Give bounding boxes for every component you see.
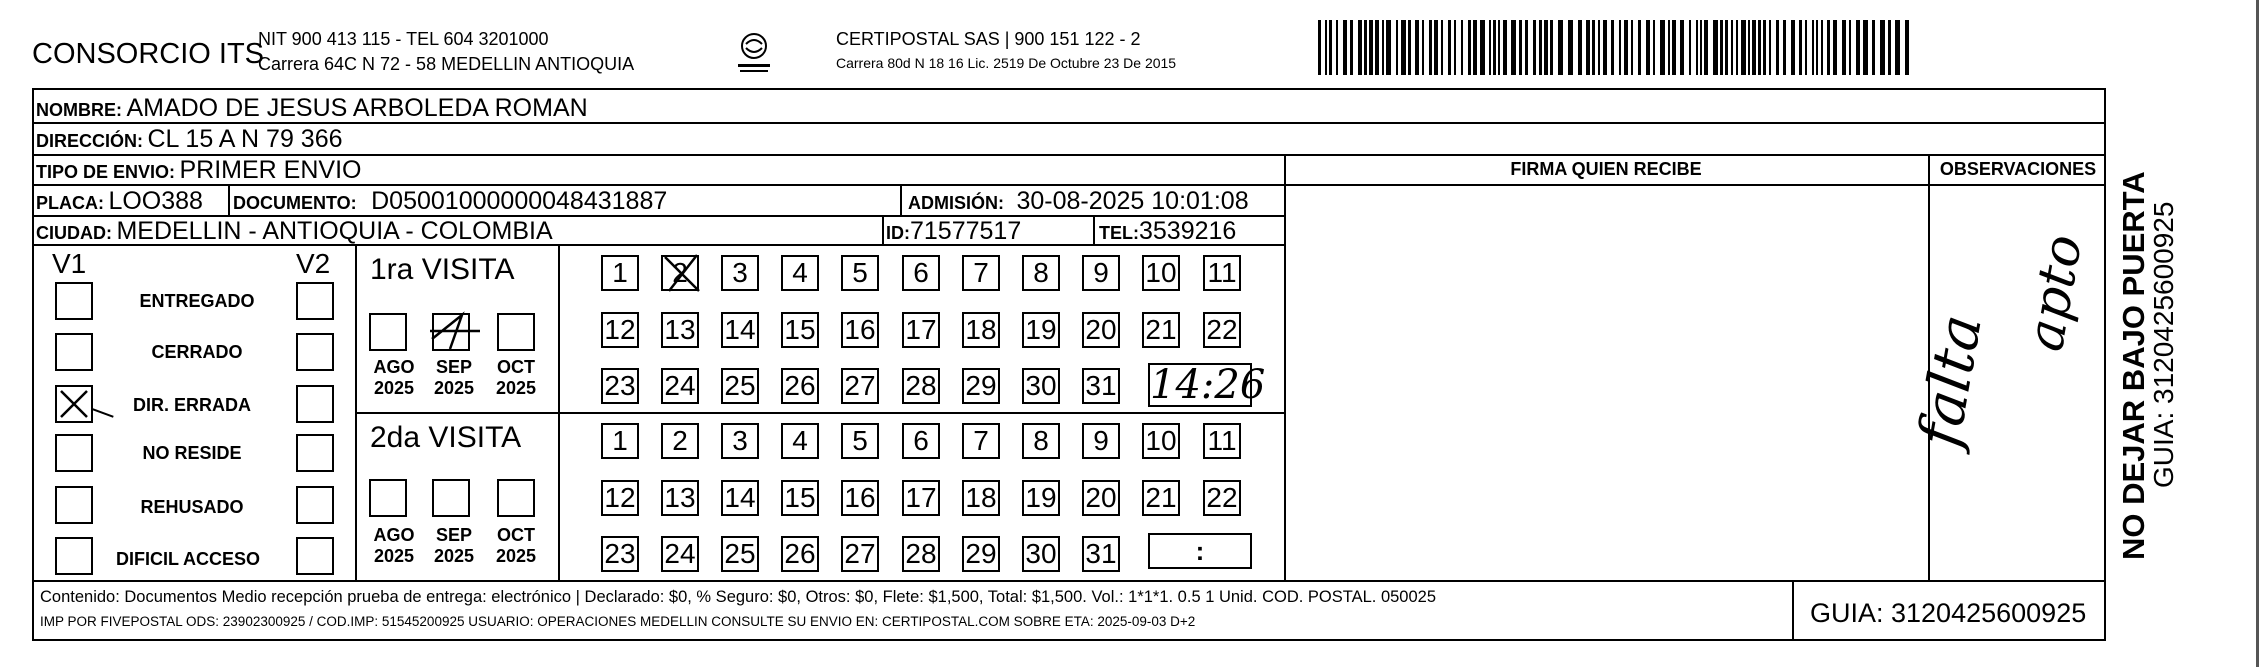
visit2-month-ago[interactable]	[369, 479, 407, 517]
visit1-day-27[interactable]: 27	[841, 368, 879, 404]
visit2-day-11[interactable]: 11	[1203, 423, 1241, 459]
visit1-month-ago-label: AGO 2025	[373, 357, 415, 398]
visit1-day-7[interactable]: 7	[962, 255, 1000, 291]
ciudad-label: CIUDAD:	[36, 223, 112, 243]
v2-checkbox-entregado[interactable]	[296, 282, 334, 320]
edge-line	[2256, 0, 2259, 667]
v1-label: V1	[52, 248, 87, 279]
company-address: Carrera 64C N 72 - 58 MEDELLIN ANTIOQUIA	[258, 54, 635, 74]
ciudad-value: MEDELLIN - ANTIOQUIA - COLOMBIA	[116, 217, 553, 245]
status-entregado: ENTREGADO	[139, 291, 255, 311]
visit1-day-13[interactable]: 13	[661, 312, 699, 348]
status-cerrado: CERRADO	[151, 342, 243, 362]
direccion-label: DIRECCIÓN:	[36, 131, 143, 151]
visit1-day-31[interactable]: 31	[1082, 368, 1120, 404]
visit1-day-15[interactable]: 15	[781, 312, 819, 348]
visit2-month-oct[interactable]	[497, 479, 535, 517]
ciudad-row	[36, 219, 553, 244]
visit1-month-oct[interactable]	[497, 313, 535, 351]
visit2-day-15[interactable]: 15	[781, 480, 819, 516]
nombre-value: AMADO DE JESUS ARBOLEDA ROMAN	[126, 94, 588, 122]
visit1-day-20[interactable]: 20	[1082, 312, 1120, 348]
visit2-day-16[interactable]: 16	[841, 480, 879, 516]
tel-value: 3539216	[1139, 217, 1237, 245]
visit1-month-sep-label: SEP 2025	[433, 357, 475, 398]
nombre-row	[36, 96, 588, 121]
tel-label: TEL:	[1099, 223, 1139, 243]
v1-checkbox-no-reside[interactable]	[55, 434, 93, 472]
check-mark-icon	[422, 309, 482, 349]
observaciones-header: OBSERVACIONES	[1939, 159, 2097, 179]
visit1-day-1[interactable]: 1	[601, 255, 639, 291]
certipostal-info: CERTIPOSTAL SAS | 900 151 122 - 2	[836, 29, 1141, 49]
placa-value: LOO388	[108, 187, 203, 215]
footer-content: Contenido: Documentos Medio recepción prueba de entrega: electrónico | Declarado: $0, % Seguro: $0, Otros: $0, Flete: $1,500, Total: $1,500. Vol.: 1*1*1. 0.5 1 Unid. COD. POSTAL. 050025	[40, 588, 1437, 606]
company-nit: NIT 900 413 115 - TEL 604 3201000	[258, 29, 549, 49]
visit1-day-8[interactable]: 8	[1022, 255, 1060, 291]
tel-row	[1099, 219, 1236, 244]
visit1-day-25[interactable]: 25	[721, 368, 759, 404]
visit1-title: 1ra VISITA	[370, 253, 515, 286]
visit1-day-29[interactable]: 29	[962, 368, 1000, 404]
status-dir-errada: DIR. ERRADA	[132, 395, 251, 415]
visit1-month-ago[interactable]	[369, 313, 407, 351]
row-line	[32, 580, 2106, 582]
placa-row	[36, 189, 203, 214]
visit2-day-21[interactable]: 21	[1142, 480, 1180, 516]
side-guia: GUIA: 3120425600925	[2148, 201, 2179, 488]
visit1-day-label: 2	[672, 257, 688, 288]
visit2-day-10[interactable]: 10	[1142, 423, 1180, 459]
visit1-day-19[interactable]: 19	[1022, 312, 1060, 348]
visit2-day-30[interactable]: 30	[1022, 536, 1060, 572]
visit2-day-5[interactable]: 5	[841, 423, 879, 459]
certipostal-license: Carrera 80d N 18 16 Lic. 2519 De Octubre 23 De 2015	[836, 55, 1177, 71]
visit1-month-oct-label: OCT 2025	[495, 357, 537, 398]
visit2-day-28[interactable]: 28	[902, 536, 940, 572]
side-title: NO DEJAR BAJO PUERTA	[2116, 171, 2151, 560]
visit1-day-14[interactable]: 14	[721, 312, 759, 348]
visit2-day-4[interactable]: 4	[781, 423, 819, 459]
visit2-day-17[interactable]: 17	[902, 480, 940, 516]
visit1-day-24[interactable]: 24	[661, 368, 699, 404]
col-line	[1284, 154, 1286, 580]
col-line	[228, 184, 230, 215]
visit2-day-29[interactable]: 29	[962, 536, 1000, 572]
v2-label: V2	[296, 248, 331, 279]
visit1-day-6[interactable]: 6	[902, 255, 940, 291]
visit2-month-sep-label: SEP 2025	[433, 525, 475, 566]
col-line	[1093, 215, 1095, 244]
direccion-row	[36, 127, 343, 152]
checkmark-x-icon	[57, 387, 91, 421]
visit2-day-3[interactable]: 3	[721, 423, 759, 459]
observacion-handwritten-1: falta	[1905, 309, 1995, 452]
visit1-day-3[interactable]: 3	[721, 255, 759, 291]
visit1-day-4[interactable]: 4	[781, 255, 819, 291]
v2-checkbox-no-reside[interactable]	[296, 434, 334, 472]
visit2-day-7[interactable]: 7	[962, 423, 1000, 459]
visit1-day-18[interactable]: 18	[962, 312, 1000, 348]
nombre-label: NOMBRE:	[36, 100, 122, 120]
status-rehusado: REHUSADO	[140, 497, 244, 517]
visit1-day-28[interactable]: 28	[902, 368, 940, 404]
footer-guia: GUIA: 3120425600925	[1810, 598, 2087, 628]
company-name: CONSORCIO ITS	[32, 38, 265, 70]
firma-header: FIRMA QUIEN RECIBE	[1510, 159, 1702, 179]
visit2-day-9[interactable]: 9	[1082, 423, 1120, 459]
visit2-day-27[interactable]: 27	[841, 536, 879, 572]
direccion-value: CL 15 A N 79 366	[147, 125, 343, 153]
col-line	[900, 184, 902, 215]
barcode	[1318, 20, 1912, 75]
visit1-day-17[interactable]: 17	[902, 312, 940, 348]
documento-label: DOCUMENTO:	[233, 193, 357, 213]
col-line	[355, 244, 357, 580]
visit2-time[interactable]: :	[1148, 533, 1252, 569]
visit1-day-21[interactable]: 21	[1142, 312, 1180, 348]
tipo-row	[36, 158, 361, 183]
visit2-title: 2da VISITA	[370, 421, 522, 454]
visit1-day-16[interactable]: 16	[841, 312, 879, 348]
visit2-day-19[interactable]: 19	[1022, 480, 1060, 516]
visit1-day-9[interactable]: 9	[1082, 255, 1120, 291]
tipo-label: TIPO DE ENVIO:	[36, 162, 176, 182]
visit1-day-23[interactable]: 23	[601, 368, 639, 404]
visit1-day-12[interactable]: 12	[601, 312, 639, 348]
documento-value: D05001000000048431887	[371, 187, 668, 215]
v2-checkbox-dificil-acceso[interactable]	[296, 537, 334, 575]
visit2-day-20[interactable]: 20	[1082, 480, 1120, 516]
admision-row	[908, 189, 1249, 214]
visit2-day-12[interactable]: 12	[601, 480, 639, 516]
visit2-day-1[interactable]: 1	[601, 423, 639, 459]
admision-value: 30-08-2025 10:01:08	[1016, 187, 1249, 215]
row-line	[32, 184, 2106, 186]
visit2-day-31[interactable]: 31	[1082, 536, 1120, 572]
status-dificil-acceso: DIFICIL ACCESO	[115, 549, 260, 569]
visit1-day-22[interactable]: 22	[1203, 312, 1241, 348]
id-value: 71577517	[910, 217, 1022, 245]
col-line	[1792, 580, 1794, 641]
visit2-day-6[interactable]: 6	[902, 423, 940, 459]
v2-checkbox-dir-errada[interactable]	[296, 385, 334, 423]
admision-label: ADMISIÓN:	[908, 193, 1004, 213]
v1-checkbox-rehusado[interactable]	[55, 486, 93, 524]
visit2-day-23[interactable]: 23	[601, 536, 639, 572]
visit2-day-14[interactable]: 14	[721, 480, 759, 516]
col-line	[882, 215, 884, 244]
row-line	[355, 412, 1284, 414]
visit2-month-oct-label: OCT 2025	[495, 525, 537, 566]
col-line	[558, 244, 560, 580]
visit1-day-11[interactable]: 11	[1203, 255, 1241, 291]
id-row	[886, 219, 1021, 244]
visit2-day-25[interactable]: 25	[721, 536, 759, 572]
status-no-reside: NO RESIDE	[142, 443, 242, 463]
visit1-day-30[interactable]: 30	[1022, 368, 1060, 404]
observacion-handwritten-2: apto	[2015, 230, 2095, 356]
visit1-day-10[interactable]: 10	[1142, 255, 1180, 291]
visit1-time[interactable]: 14:26	[1150, 362, 1266, 408]
id-label: ID:	[886, 223, 910, 243]
v1-checkbox-cerrado[interactable]	[55, 333, 93, 371]
visit1-day-26[interactable]: 26	[781, 368, 819, 404]
visit2-day-22[interactable]: 22	[1203, 480, 1241, 516]
visit2-day-13[interactable]: 13	[661, 480, 699, 516]
visit1-month-sep[interactable]	[432, 313, 470, 351]
visit2-day-24[interactable]: 24	[661, 536, 699, 572]
row-line	[32, 122, 2106, 124]
v1-checkbox-dir-errada[interactable]	[55, 385, 93, 423]
visit2-day-8[interactable]: 8	[1022, 423, 1060, 459]
footer-imp: IMP POR FIVEPOSTAL ODS: 23902300925 / COD.IMP: 51545200925 USUARIO: OPERACIONES MEDELLIN CONSULTE SU ENVIO EN: CERTIPOSTAL.COM SOBRE ETA: 2025-09-03 D+2	[40, 614, 1196, 629]
visit1-day-5[interactable]: 5	[841, 255, 879, 291]
visit1-day-2[interactable]	[661, 255, 699, 291]
visit2-day-2[interactable]: 2	[661, 423, 699, 459]
visit2-day-18[interactable]: 18	[962, 480, 1000, 516]
visit2-month-sep[interactable]	[432, 479, 470, 517]
v2-checkbox-cerrado[interactable]	[296, 333, 334, 371]
placa-label: PLACA:	[36, 193, 104, 213]
v2-checkbox-rehusado[interactable]	[296, 486, 334, 524]
visit2-month-ago-label: AGO 2025	[373, 525, 415, 566]
documento-row	[233, 189, 667, 214]
tipo-value: PRIMER ENVIO	[179, 156, 362, 184]
visit2-day-26[interactable]: 26	[781, 536, 819, 572]
certipostal-logo	[730, 30, 778, 80]
v1-checkbox-entregado[interactable]	[55, 282, 93, 320]
